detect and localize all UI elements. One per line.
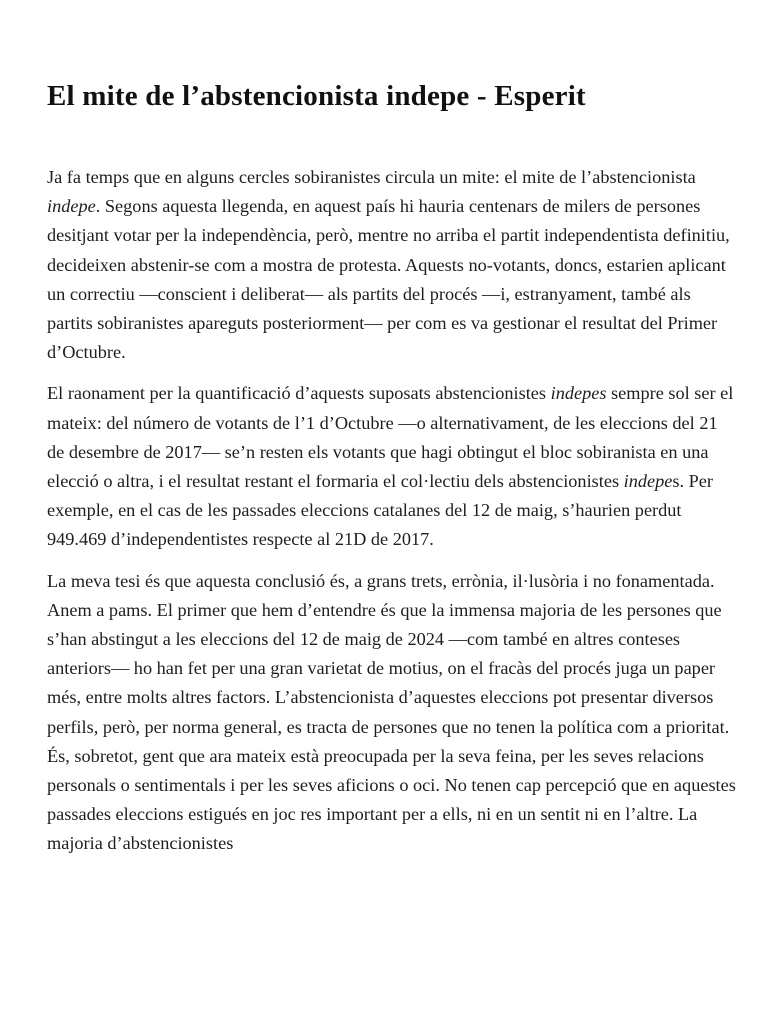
article-paragraph: [47, 567, 737, 859]
article: [47, 78, 737, 871]
paragraph-text: s. Per exemple, en el cas de les passades eleccions catalanes del 12 de maig, s’haurien perdut 949.469 d’independentistes respecte al 21D de 2017.: [47, 471, 713, 550]
article-title: El mite de l’abstencionista indepe - Esperit: [47, 80, 586, 112]
paragraph-text: Ja fa temps que en alguns cercles sobiranistes circula un mite: el mite de l’abstencionista: [47, 167, 696, 187]
italic-term: indepe: [47, 196, 96, 217]
italic-term: indepe: [623, 471, 673, 492]
paragraph-text: . Segons aquesta llegenda, en aquest país hi hauria centenars de milers de persones desitjant votar per la independència, però, mentre no arriba el partit independentista definitiu, decideixen abstenir-se com a mostra de protesta. Aquests no-votants, doncs, estarien aplicant un correctiu —conscient i deliberat— als partits del procés —i, estranyament, també als partits sobiranistes apareguts posteriorment— per com es va gestionar el resultat del Primer d’Octubre.: [47, 196, 730, 363]
article-body: [47, 163, 737, 859]
article-paragraph: [47, 163, 737, 367]
article-paragraph: [47, 379, 737, 554]
paragraph-text: El raonament per la quantificació d’aquests suposats abstencionistes: [47, 383, 551, 404]
paragraph-text: La meva tesi és que aquesta conclusió és, a grans trets, errònia, il·lusòria i no fonamentada. Anem a pams. El primer que hem d’entendre és que la immensa majoria de les persones que s’han abstingut a les eleccions del 12 de maig de 2024 —com també en altres conteses anteriors— ho han fet per una gran varietat de motius, on el fracàs del procés juga un paper més, entre molts altres factors. L’abstencionista d’aquestes eleccions pot presentar diversos perfils, però, per norma general, es tracta de persones que no tenen la política com a prioritat. És, sobretot, gent que ara mateix està preocupada per la seva feina, per les seves relacions personals o sentimentals i per les seves aficions o oci. No tenen cap percepció que en aquestes passades eleccions estigués en joc res important per a ells, ni en un sentit ni en l’altre. La majoria d’abstencionistes: [47, 570, 736, 854]
paragraph-text: sempre sol ser el mateix: del número de votants de l’1 d’Octubre —o alternativament, de les eleccions del 21 de desembre de 2017— se’n resten els votants que hagi obtingut el bloc sobiranista en una elecció o altra, i el resultat restant el formaria el col·lectiu dels abstencionistes: [47, 383, 734, 492]
italic-term: indepes: [550, 383, 607, 404]
